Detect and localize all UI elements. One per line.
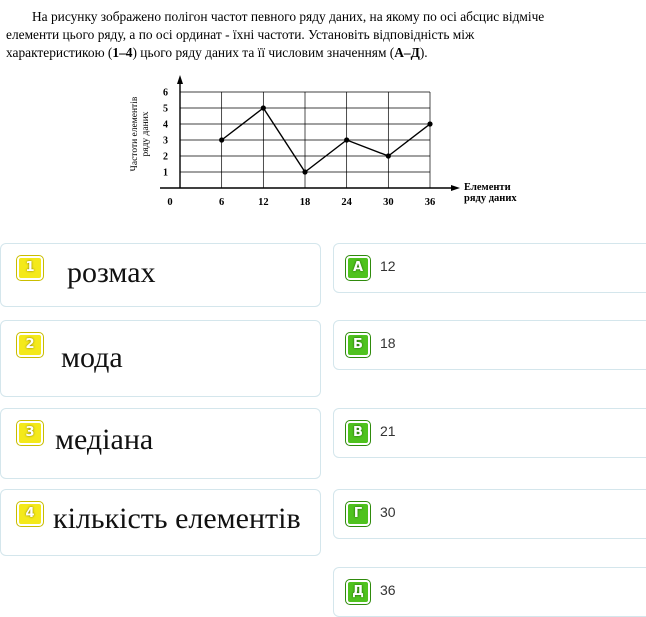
y-tick-labels: [163, 88, 168, 179]
option-label-1: розмах: [67, 256, 156, 289]
data-point: [386, 153, 391, 158]
x-tick-label: 18: [299, 197, 311, 208]
x-axis-arrow: [451, 185, 460, 191]
letter-badge-g: Г: [346, 502, 370, 526]
answer-value-a: 12: [380, 258, 396, 274]
letter-badge-b: Б: [346, 333, 370, 357]
question-line-3-part-c: ) цього ряду даних та її числовим значенням (: [132, 45, 395, 60]
x-tick-labels: [167, 197, 435, 208]
x-tick-label: 24: [341, 197, 352, 208]
option-card-1[interactable]: [0, 243, 321, 307]
x-tick-label: 36: [424, 197, 436, 208]
answer-card-g[interactable]: [333, 489, 646, 539]
data-point: [261, 105, 266, 110]
x-tick-label: 0: [167, 197, 173, 208]
question-line-2: елементи цього ряду, а по осі ординат - їхні частоти. Установіть відповідність між: [6, 27, 475, 42]
x-tick-label: 30: [383, 197, 394, 208]
option-label-2: мода: [61, 341, 123, 374]
number-badge-3: 3: [17, 421, 43, 445]
answer-value-g: 30: [380, 504, 396, 520]
answer-card-d[interactable]: [333, 567, 646, 617]
option-card-2[interactable]: [0, 320, 321, 397]
x-tick-label: 12: [258, 197, 269, 208]
y-tick-label: 2: [163, 151, 168, 163]
data-point: [344, 137, 349, 142]
question-line-3-part-e: ).: [419, 45, 428, 60]
question-line-3-part-a: характеристикою (: [6, 45, 113, 60]
data-point: [302, 169, 307, 174]
answer-card-v[interactable]: [333, 408, 646, 458]
x-axis-label-line-2: ряду даних: [464, 193, 517, 204]
number-badge-1: 1: [17, 256, 43, 280]
letter-badge-d: Д: [346, 580, 370, 604]
answer-card-a[interactable]: [333, 243, 646, 293]
x-tick-label: 6: [219, 197, 225, 208]
option-card-3[interactable]: [0, 408, 321, 479]
option-label-4: кількість елементів: [53, 502, 301, 535]
data-point: [219, 137, 224, 142]
option-card-4[interactable]: [0, 489, 321, 556]
y-axis-label-line-2: ряду даних: [141, 111, 151, 157]
chart-axes: [160, 75, 460, 191]
y-tick-label: 3: [163, 135, 168, 147]
y-axis-label-line-1: Частоти елементів: [130, 96, 140, 172]
y-tick-label: 4: [163, 119, 168, 131]
y-tick-label: 1: [163, 167, 168, 179]
answer-value-b: 18: [380, 335, 396, 351]
letter-badge-v: В: [346, 421, 370, 445]
number-badge-4: 4: [17, 502, 43, 526]
number-badge-2: 2: [17, 333, 43, 357]
question-range-letters: А–Д: [394, 45, 420, 60]
letter-badge-a: А: [346, 256, 370, 280]
answer-value-v: 21: [380, 423, 396, 439]
y-tick-label: 6: [163, 87, 168, 99]
y-axis-arrow: [177, 75, 183, 84]
data-point: [427, 121, 432, 126]
y-tick-label: 5: [163, 103, 168, 115]
question-line-1: На рисунку зображено полігон частот певного ряду даних, на якому по осі абсцис відміче: [32, 9, 545, 24]
x-axis-label-line-1: Елементи: [464, 182, 511, 193]
answer-card-b[interactable]: [333, 320, 646, 370]
frequency-polygon-chart: [120, 74, 540, 214]
question-range-numbers: 1–4: [112, 45, 133, 60]
answer-value-d: 36: [380, 582, 396, 598]
question-text: [6, 8, 646, 62]
option-label-3: медіана: [55, 423, 154, 456]
question-line-3: [6, 44, 646, 62]
